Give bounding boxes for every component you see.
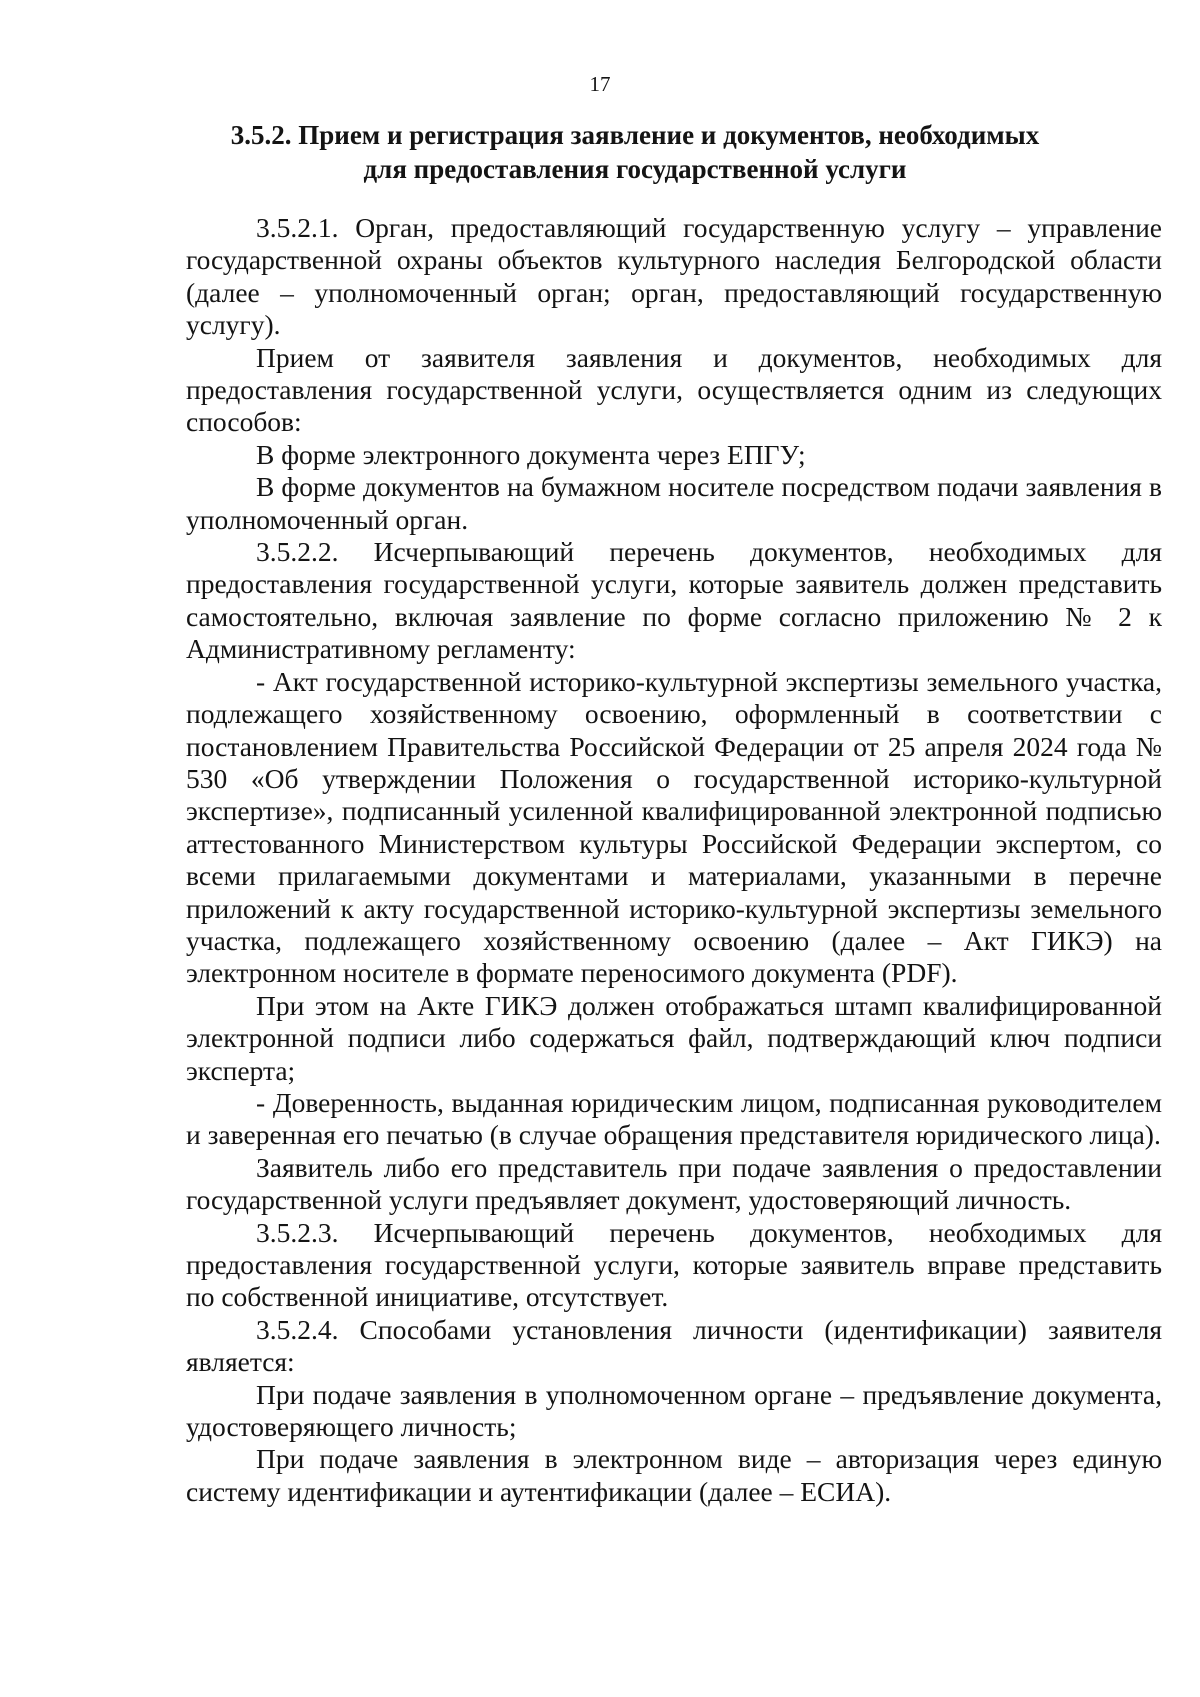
- paragraph: При этом на Акте ГИКЭ должен отображаться штамп квалифицированной электронной подписи либо содержаться файл, подтверждающий ключ подписи эксперта;: [186, 989, 1162, 1086]
- document-body: [186, 212, 1162, 1508]
- paragraph: 3.5.2.1. Орган, предоставляющий государственную услугу – управление государственной охраны объектов культурного наследия Белгородской области (далее – уполномоченный орган; орган, предоставляющий государственную услугу).: [186, 212, 1162, 341]
- paragraph: Прием от заявителя заявления и документов, необходимых для предоставления государственной услуги, осуществляется одним из следующих способов:: [186, 341, 1162, 438]
- paragraph: 3.5.2.2. Исчерпывающий перечень документов, необходимых для предоставления государственной услуги, которые заявитель должен представить самостоятельно, включая заявление по форме согласно приложению № 2 к Административному регламенту:: [186, 536, 1162, 665]
- paragraph: В форме электронного документа через ЕПГУ;: [256, 438, 806, 470]
- paragraph: Заявитель либо его представитель при подаче заявления о предоставлении государственной услуги предъявляет документ, удостоверяющий личность.: [186, 1151, 1162, 1216]
- paragraph: 3.5.2.4. Способами установления личности (идентификации) заявителя является:: [186, 1313, 1162, 1378]
- paragraph: В форме документов на бумажном носителе посредством подачи заявления в уполномоченный орган.: [186, 471, 1162, 535]
- page-number: 17: [589, 72, 611, 96]
- paragraph: 3.5.2.3. Исчерпывающий перечень документов, необходимых для предоставления государственной услуги, которые заявитель вправе представить по собственной инициативе, отсутствует.: [186, 1216, 1162, 1313]
- paragraph: При подаче заявления в электронном виде – авторизация через единую систему идентификации и аутентификации (далее – ЕСИА).: [186, 1443, 1162, 1507]
- paragraph: - Акт государственной историко-культурной экспертизы земельного участка, подлежащего хозяйственному освоению, оформленный в соответствии с постановлением Правительства Российской Федерации от 25 апреля 2024 года № 530 «Об утверждении Положения о государственной историко-культурной экспертизе», подписанный усиленной квалифицированной электронной подписью аттестованного Министерством культуры Российской Федерации экспертом, со всеми прилагаемыми документами и материалами, указанными в перечне приложений к акту государственной историко-культурной экспертизы земельного участка, подлежащего хозяйственному освоению (далее – Акт ГИКЭ) на электронном носителе в формате переносимого документа (PDF).: [186, 665, 1162, 989]
- section-heading-line-2: для предоставления государственной услуги: [363, 154, 907, 184]
- section-heading: [185, 118, 1085, 186]
- section-heading-line-1: 3.5.2. Прием и регистрация заявление и документов, необходимых: [230, 120, 1040, 150]
- paragraph: - Доверенность, выданная юридическим лицом, подписанная руководителем и заверенная его печатью (в случае обращения представителя юридического лица).: [186, 1086, 1162, 1151]
- paragraph: При подаче заявления в уполномоченном органе – предъявление документа, удостоверяющего личность;: [186, 1378, 1162, 1443]
